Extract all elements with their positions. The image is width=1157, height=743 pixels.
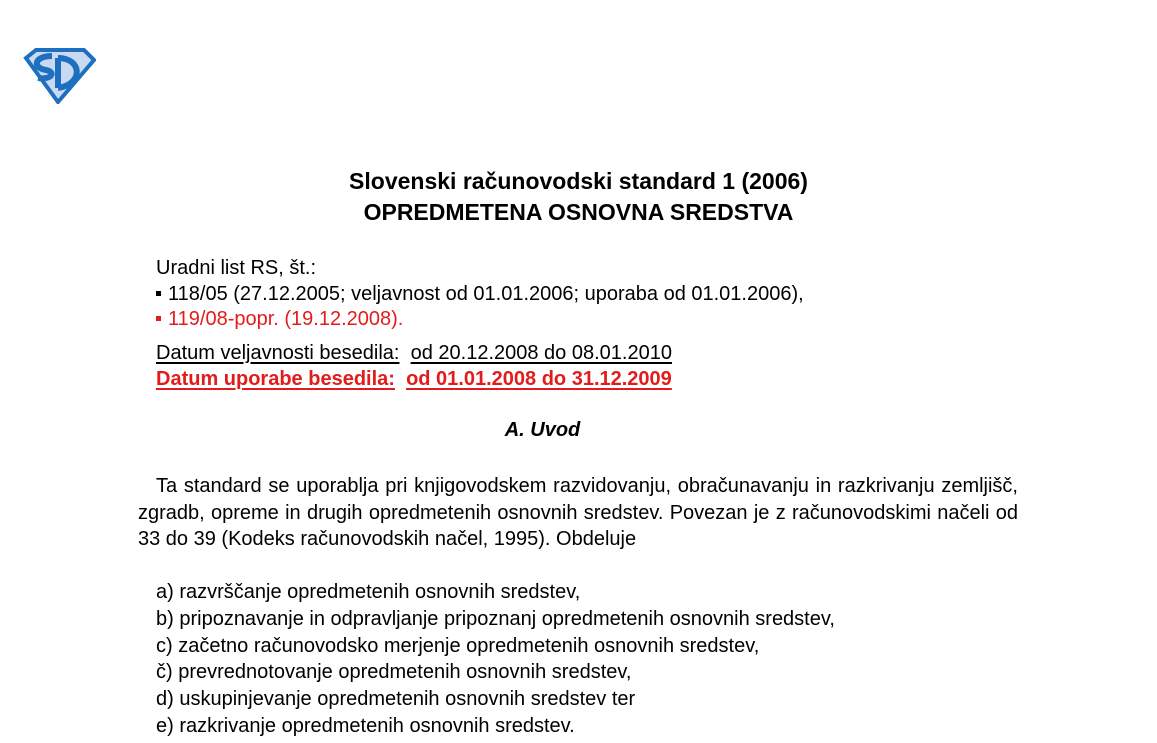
gazette-item-text: 118/05 (27.12.2005; veljavnost od 01.01.2006; uporaba od 01.01.2006), [168, 283, 804, 305]
list-item: c) začetno računovodsko merjenje opredmetenih osnovnih sredstev, [156, 634, 760, 657]
validity-label: Datum veljavnosti besedila: [156, 342, 400, 364]
gazette-item [156, 281, 804, 307]
bullet-icon [156, 316, 161, 321]
sd-logo [22, 48, 96, 104]
list-item: e) razkrivanje opredmetenih osnovnih sredstev. [156, 714, 575, 737]
gazette-item [156, 306, 403, 332]
intro-paragraph: Ta standard se uporablja pri knjigovodskem razvidovanju, obračunavanju in razkrivanju zemljišč, zgradb, opreme in drugih opredmetenih osnovnih sredstev. Povezan je z računovodskimi načeli od 33 do 39 (Kodeks računovodskih načel, 1995). Obdeluje [138, 475, 1018, 550]
application-row [156, 366, 672, 392]
list-item: a) razvrščanje opredmetenih osnovnih sredstev, [156, 581, 581, 603]
list-item: d) uskupinjevanje opredmetenih osnovnih sredstev ter [156, 688, 636, 711]
section-heading: A. Uvod [504, 419, 581, 441]
list-item: b) pripoznavanje in odpravljanje pripoznanj opredmetenih osnovnih sredstev, [156, 607, 835, 630]
title-line-1: Slovenski računovodski standard 1 (2006) [349, 168, 808, 194]
application-label: Datum uporabe besedila: [156, 368, 395, 390]
list-item: č) prevrednotovanje opredmetenih osnovnih sredstev, [156, 661, 632, 684]
title-line-2: OPREDMETENA OSNOVNA SREDSTVA [363, 199, 794, 225]
gazette-label: Uradni list RS, št.: [156, 257, 317, 279]
validity-row [156, 340, 672, 366]
gazette-item-text: 119/08-popr. (19.12.2008). [168, 308, 404, 330]
document-title [0, 166, 1157, 228]
validity-value: od 20.12.2008 do 08.01.2010 [410, 342, 672, 364]
scope-list [156, 579, 835, 740]
application-value: od 01.01.2008 do 31.12.2009 [406, 368, 672, 390]
bullet-icon [156, 291, 161, 296]
